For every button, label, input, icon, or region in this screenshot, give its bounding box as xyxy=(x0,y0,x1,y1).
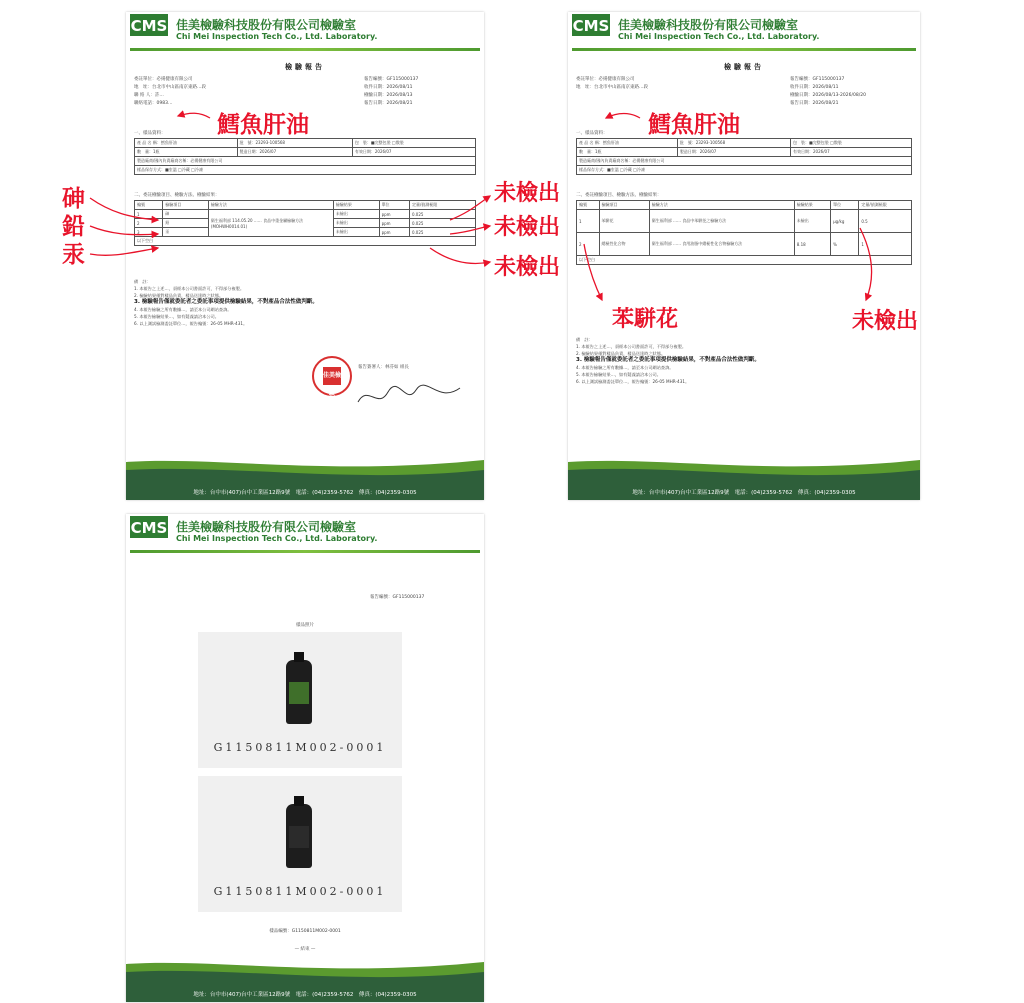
sample-package: 包 裝：■完整包裝 □散裝 xyxy=(352,139,475,148)
company-name-cn: 佳美檢驗科技股份有限公司檢驗室 xyxy=(176,18,357,32)
method-cell: 衛生福利部 114.05.20 …… 食品中重金屬檢驗方法(MOHWH0014.01) xyxy=(208,210,333,237)
col-header: 定量/偵測極限 xyxy=(409,201,475,210)
report-dates: 報告編號：GF115000137 收件日期：2026/08/11 檢驗日期：2026/08/13-2026/08/20 報告日期：2026/08/21 xyxy=(790,77,866,106)
footer-address: 地址：台中市(407)台中工業區12路9號 電話：(04)2359-5762 傳真：(04)2359-0305 xyxy=(193,992,417,998)
col-header: 檢驗項目 xyxy=(163,201,209,210)
sample-maker: 製造廠商/國內負責廠商名稱：必揚健康有限公司 xyxy=(135,157,476,166)
client-line: 聯 絡 人：許… xyxy=(134,93,164,98)
date-line: 收件日期：2026/08/11 xyxy=(364,85,413,90)
col-header: 檢驗項目 xyxy=(599,201,649,210)
table-row: 1 砷 衛生福利部 114.05.20 …… 食品中重金屬檢驗方法(MOHWH0014.01) 未檢出 ppm 0.025 xyxy=(135,210,476,219)
sample-number-caption: 樣品編號：G1150811M002-0001 xyxy=(269,929,341,934)
end-mark: 以下空白 xyxy=(135,237,476,246)
sample-exp: 有效日期：2026/07 xyxy=(791,148,912,157)
col-header: 單位 xyxy=(831,201,859,210)
annotation-arsenic: 砷 xyxy=(62,186,85,212)
end-mark: — 結束 — xyxy=(294,947,316,952)
footer-address: 地址：台中市(407)台中工業區12路9號 電話：(04)2359-5762 傳真：(04)2359-0305 xyxy=(193,490,417,496)
photo-sample-code: G1150811M002-0001 xyxy=(213,741,387,754)
photo-sample-code: G1150811M002-0001 xyxy=(213,885,387,898)
annotation-not-detected: 未檢出 xyxy=(494,255,561,280)
photo-title: 樣品照片 xyxy=(296,623,314,628)
annotation-not-detected: 未檢出 xyxy=(494,215,561,240)
annotation-not-detected: 未檢出 xyxy=(852,309,919,334)
col-header: 檢驗方法 xyxy=(649,201,794,210)
client-line: 聯絡電話：0983… xyxy=(134,101,173,106)
sample-name: 產 品 名 稱：鱈魚肝油 xyxy=(577,139,678,148)
annotation-not-detected: 未檢出 xyxy=(494,181,561,206)
stamp-text: 佳美檢驗 xyxy=(323,367,341,385)
svg-text:CMS: CMS xyxy=(130,519,168,537)
signature-line: 報告簽署人：林芬如 組長 xyxy=(358,365,409,370)
table-row: 2 鉛 未檢出 ppm 0.025 xyxy=(135,219,476,228)
report-number: 報告編號：GF115000137 xyxy=(790,77,845,82)
report-number: 報告編號：GF115000137 xyxy=(364,77,419,82)
sample-exp: 有效日期：2026/07 xyxy=(352,148,475,157)
svg-text:CMS: CMS xyxy=(572,17,610,35)
company-name-cn: 佳美檢驗科技股份有限公司檢驗室 xyxy=(618,18,799,32)
col-header: 檢驗結果 xyxy=(333,201,379,210)
sample-batch: 批 號：23293-100568 xyxy=(677,139,790,148)
client-line: 委託單位：必揚健康有限公司 xyxy=(134,77,193,82)
sample-qty: 數 量：1瓶 xyxy=(135,148,238,157)
sample-storage: 樣品保存方式：■室溫 □冷藏 □冷凍 xyxy=(577,166,912,175)
report-title: 檢驗報告 xyxy=(724,63,764,71)
annotation-mercury: 汞 xyxy=(62,242,85,268)
client-line: 地 址：台北市中山區南京東路…段 xyxy=(134,85,206,90)
col-header: 檢驗結果 xyxy=(794,201,830,210)
col-header: 定量/偵測極限 xyxy=(859,201,912,210)
sample-name: 產 品 名 稱：鱈魚肝油 xyxy=(135,139,238,148)
sample-mfg: 製造日期：2026/07 xyxy=(677,148,790,157)
date-line: 檢驗日期：2026/08/13 xyxy=(364,93,413,98)
col-header: 編號 xyxy=(577,201,600,210)
client-info: 委託單位：必揚健康有限公司 地 址：台北市中山區南京東路…段 xyxy=(576,77,648,90)
section-results: 二、委託檢驗項目、檢驗方法、檢驗結果： xyxy=(134,193,220,198)
section-sample: 一、樣品資料： xyxy=(134,131,166,136)
col-header: 檢驗方法 xyxy=(208,201,333,210)
date-line: 報告日期：2026/08/21 xyxy=(364,101,413,106)
photo-report-number: 報告編號：GF115000137 xyxy=(370,595,425,600)
sample-storage: 樣品保存方式：■室溫 □冷藏 □冷凍 xyxy=(135,166,476,175)
sample-qty: 數 量：1瓶 xyxy=(577,148,678,157)
sample-batch: 批 號：23293-100568 xyxy=(237,139,352,148)
annotation-product-name: 鱈魚肝油 xyxy=(648,112,740,138)
sample-maker: 製造廠商/國內負責廠商名稱：必揚健康有限公司 xyxy=(577,157,912,166)
col-header: 單位 xyxy=(379,201,409,210)
company-name-en: Chi Mei Inspection Tech Co., Ltd. Laboratory. xyxy=(618,32,820,41)
table-row: 1 苯駢花 衛生福利部 …… 食品中苯駢芘之檢驗方法 未檢出 μg/kg 0.5 xyxy=(577,210,912,233)
sample-mfg: 製造日期：2026/07 xyxy=(237,148,352,157)
report-title: 檢驗報告 xyxy=(285,63,325,71)
end-mark: 以下空白 xyxy=(577,256,912,265)
table-row: 2 總極性化合物 衛生福利部 …… 食用油脂中總極性化合物檢驗方法 8.18 % 1 xyxy=(577,233,912,256)
annotation-benzopyrene: 苯駢花 xyxy=(612,307,679,332)
col-header: 編號 xyxy=(135,201,163,210)
notes-block: 備 註： 1. 本報告之上述…，須經本公司書面許可，不得部分複製。 2. 檢驗結果僅對樣品負責，樣品送達時之狀態。 3. 檢驗報告僅就委託者之委託事項提供檢驗結果，不對產品合法性做判斷。 4. 本報告檢驗之所有數據…，請至本公司網站查詢。 5. 本報告檢驗結果…，如有疑義請洽本公司。 6. 以上測試檢測委託單位…，報告編號：26-05 MHR-431。 xyxy=(134,279,318,326)
section-results: 二、委託檢驗項目、檢驗方法、檢驗結果： xyxy=(576,193,662,198)
annotation-product-name: 鱈魚肝油 xyxy=(217,112,309,138)
company-name-en: Chi Mei Inspection Tech Co., Ltd. Laboratory. xyxy=(176,534,378,543)
section-sample: 一、樣品資料： xyxy=(576,131,608,136)
company-name-cn: 佳美檢驗科技股份有限公司檢驗室 xyxy=(176,520,357,534)
notes-block: 備 註： 1. 本報告之上述…，須經本公司書面許可，不得部分複製。 2. 檢驗結果僅對樣品負責，樣品送達時之狀態。 3. 檢驗報告僅就委託者之委託事項提供檢驗結果，不對產品合法性做判斷。 4. 本報告檢驗之所有數據…，請至本公司網站查詢。 5. 本報告檢驗結果…，如有疑義請洽本公司。 6. 以上測試檢測委託單位…，報告編號：26-05 MHR-431。 xyxy=(576,337,760,384)
footer-address: 地址：台中市(407)台中工業區12路9號 電話：(04)2359-5762 傳真：(04)2359-0305 xyxy=(632,490,856,496)
svg-text:CMS: CMS xyxy=(130,17,168,35)
table-row: 3 汞 未檢出 ppm 0.025 xyxy=(135,228,476,237)
sample-package: 包 裝：■完整包裝 □散裝 xyxy=(791,139,912,148)
annotation-lead: 鉛 xyxy=(62,214,85,240)
company-name-en: Chi Mei Inspection Tech Co., Ltd. Laboratory. xyxy=(176,32,378,41)
